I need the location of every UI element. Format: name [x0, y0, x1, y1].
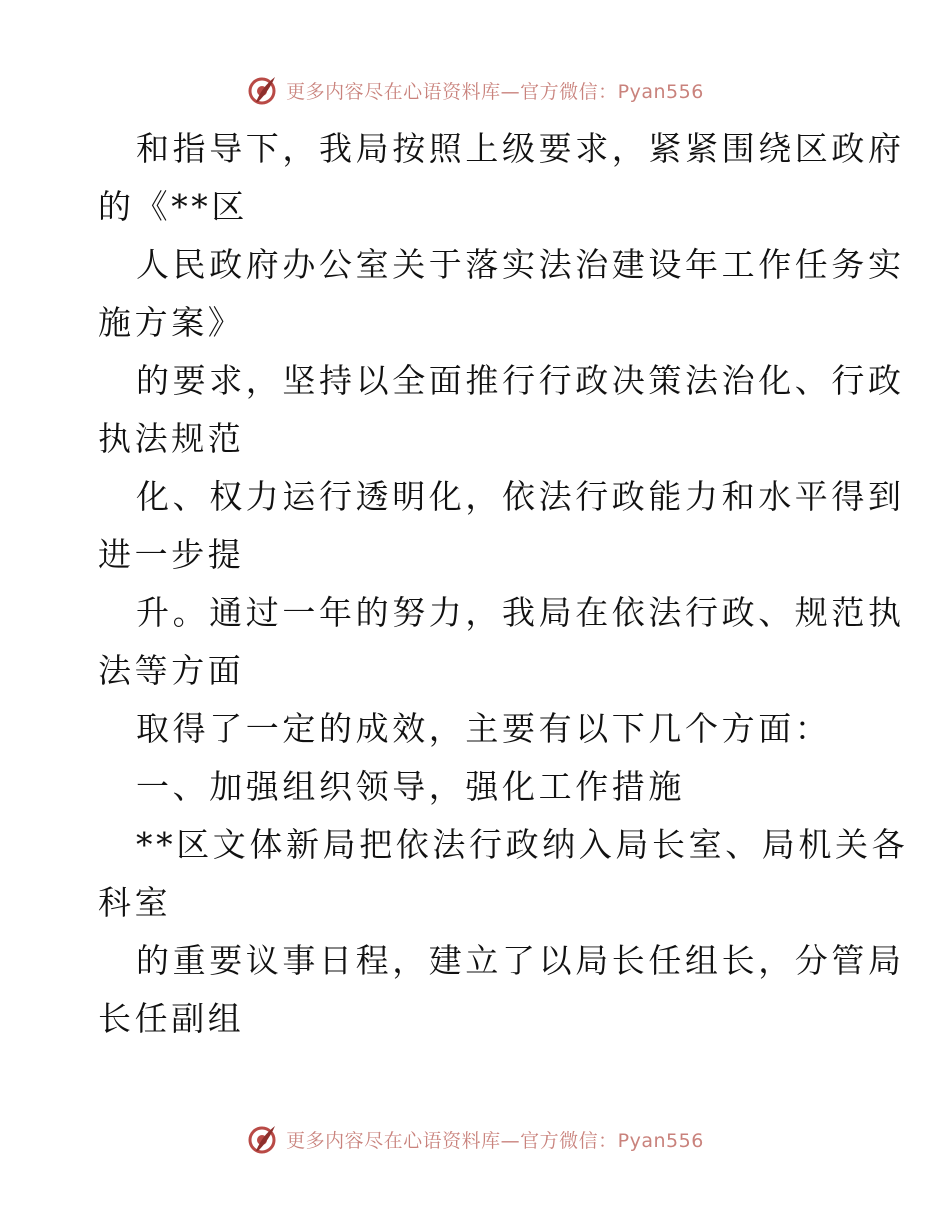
text-line: 和指导下，我局按照上级要求，紧紧围绕区政府: [136, 129, 905, 168]
text-line: **区文体新局把依法行政纳入局长室、局机关各: [136, 825, 909, 864]
text-line: 升。通过一年的努力，我局在依法行政、规范执: [136, 593, 905, 632]
text-line: 的《**区: [98, 187, 248, 226]
text-line: 的要求，坚持以全面推行行政决策法治化、行政: [136, 361, 905, 400]
footer-watermark-banner: [0, 1119, 950, 1159]
text-line: 施方案》: [98, 303, 245, 342]
text-line: 人民政府办公室关于落实法治建设年工作任务实: [136, 245, 905, 284]
section-heading: 一、加强组织领导，强化工作措施: [136, 767, 685, 806]
text-line: 法等方面: [98, 651, 245, 690]
text-line: 科室: [98, 883, 172, 922]
text-line: 取得了一定的成效，主要有以下几个方面：: [136, 709, 832, 748]
text-line: 进一步提: [98, 535, 245, 574]
footer-watermark-text: 更多内容尽在心语资料库—官方微信：Pyan556: [286, 1129, 704, 1152]
header-watermark-text: 更多内容尽在心语资料库—官方微信：Pyan556: [286, 80, 704, 103]
text-line: 的重要议事日程，建立了以局长任组长，分管局: [136, 941, 905, 980]
document-body: [98, 120, 909, 1048]
text-line: 执法规范: [98, 419, 245, 458]
feather-quill-logo-icon: [246, 74, 278, 106]
feather-quill-logo-icon: [246, 1123, 278, 1155]
text-line: 化、权力运行透明化，依法行政能力和水平得到: [136, 477, 905, 516]
text-line: 长任副组: [98, 999, 245, 1038]
header-watermark-banner: [0, 70, 950, 110]
